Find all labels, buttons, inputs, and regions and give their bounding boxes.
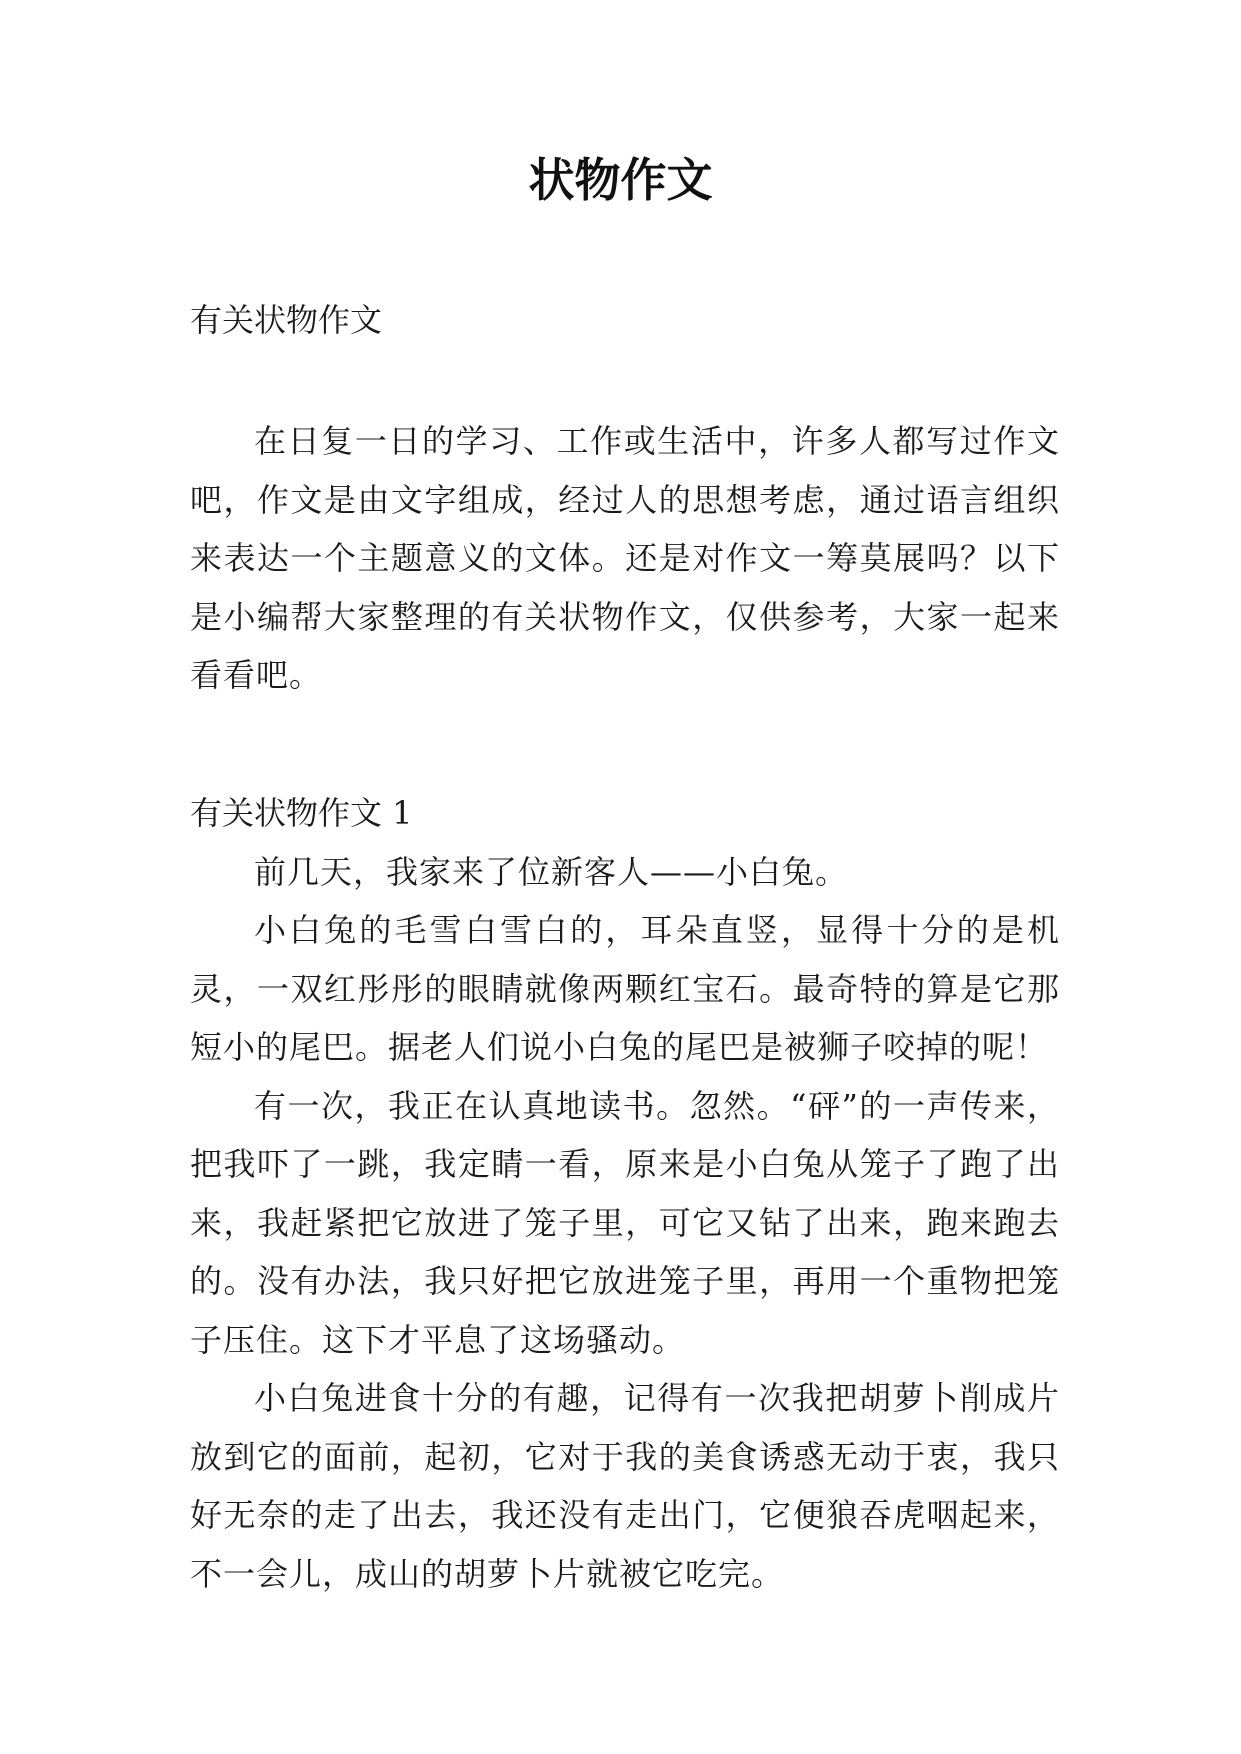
body-paragraph: 有一次，我正在认真地读书。忽然。“砰”的一声传来，把我吓了一跳，我定睛一看，原来是小白兔从笼子了跑了出来，我赶紧把它放进了笼子里，可它又钻了出来，跑来跑去的。没有办法，我只好把它放进笼子里，再用一个重物把笼子压住。这下才平息了这场骚动。 bbox=[190, 1086, 1060, 1359]
spacer bbox=[190, 350, 1060, 412]
body-paragraph: 小白兔的毛雪白雪白的，耳朵直竖，显得十分的是机灵，一双红彤彤的眼睛就像两颗红宝石。最奇特的算是它那短小的尾巴。据老人们说小白兔的尾巴是被狮子咬掉的呢！ bbox=[190, 911, 1060, 1066]
body-paragraph: 前几天，我家来了位新客人——小白兔。 bbox=[254, 852, 849, 891]
document-subtitle: 有关状物作文 bbox=[190, 301, 383, 339]
document-body bbox=[190, 290, 1060, 1603]
document-title: 状物作文 bbox=[528, 153, 713, 207]
spacer bbox=[190, 705, 1060, 783]
body-paragraph: 小白兔进食十分的有趣，记得有一次我把胡萝卜削成片放到它的面前，起初，它对于我的美食诱惑无动于衷，我只好无奈的走了出去，我还没有走出门，它便狼吞虎咽起来，不一会儿，成山的胡萝卜片就被它吃完。 bbox=[190, 1379, 1060, 1593]
section-heading: 有关状物作文 1 bbox=[190, 793, 413, 832]
intro-paragraph: 在日复一日的学习、工作或生活中，许多人都写过作文吧，作文是由文字组成，经过人的思想考虑，通过语言组织来表达一个主题意义的文体。还是对作文一筹莫展吗？以下是小编帮大家整理的有关状物作文，仅供参考，大家一起来看看吧。 bbox=[190, 422, 1060, 694]
